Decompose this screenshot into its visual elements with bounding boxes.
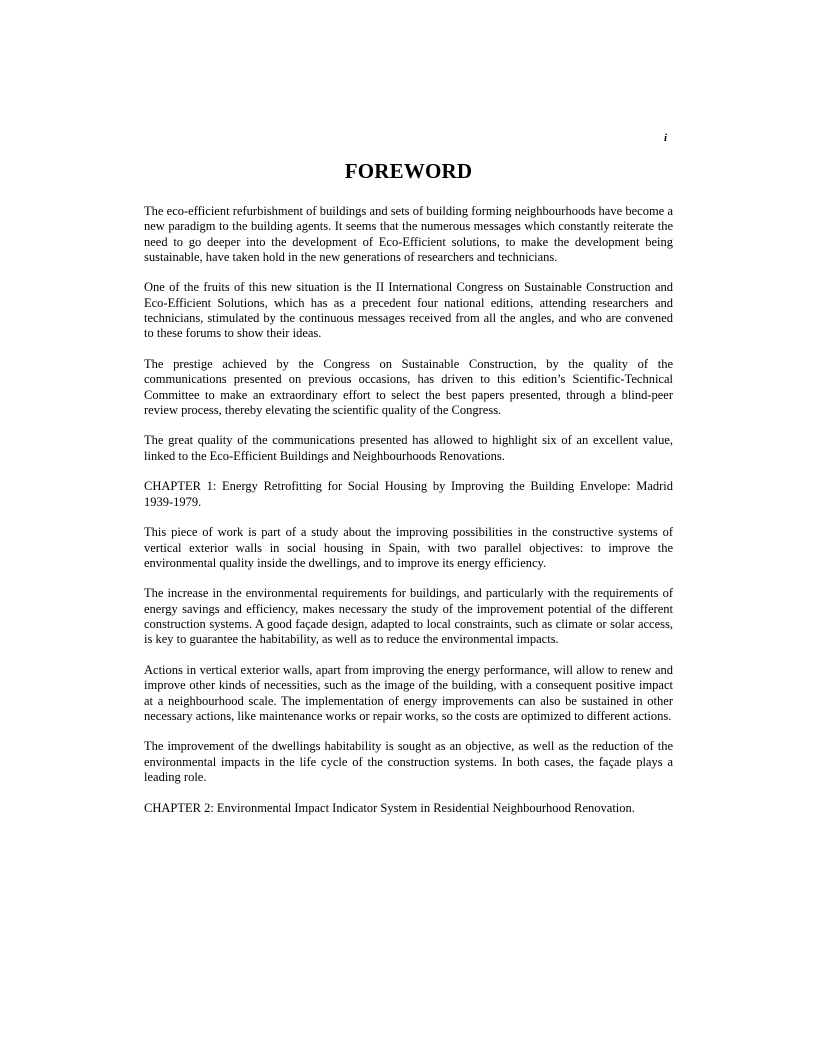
paragraph-prestige: The prestige achieved by the Congress on Sustainable Construction, by the quality of the communications presented on previous occasions, has driven to this edition’s Scientific-Technical Committee to make an extraordinary effort to select the best papers presented, through a blind-peer review process, thereby elevating the scientific quality of the Congress.: [144, 356, 673, 417]
paragraph-chapter-1-habitability: The improvement of the dwellings habitability is sought as an objective, as well as the reduction of the environmental impacts in the life cycle of the construction systems. In both cases, the façade plays a leading role.: [144, 739, 673, 784]
chapter-1-heading: CHAPTER 1: Energy Retrofitting for Social Housing by Improving the Building Envelope: Madrid 1939-1979.: [144, 479, 673, 509]
chapter-2-heading: CHAPTER 2: Environmental Impact Indicator System in Residential Neighbourhood Renovation.: [144, 800, 635, 815]
foreword-body: [144, 204, 673, 831]
paragraph-quality: The great quality of the communications presented has allowed to highlight six of an excellent value, linked to the Eco-Efficient Buildings and Neighbourhoods Renovations.: [144, 433, 673, 463]
paragraph-intro: The eco-efficient refurbishment of buildings and sets of building forming neighbourhoods have become a new paradigm to the building agents. It seems that the numerous messages which constantly reiterate the need to go deeper into the development of Eco-Efficient solutions, to make the development being sustainable, have taken hold in the new generations of researchers and technicians.: [144, 204, 673, 264]
paragraph-chapter-1-actions: Actions in vertical exterior walls, apart from improving the energy performance, will allow to renew and improve other kinds of necessities, such as the image of the building, with a consequent positive impact at a neighbourhood scale. The implementation of energy improvements can also be sustained in other necessary actions, like maintenance works or repair works, so the costs are optimized to different actions.: [144, 662, 673, 723]
page-title: FOREWORD: [344, 159, 473, 183]
paragraph-chapter-1-requirements: The increase in the environmental requirements for buildings, and particularly with the requirements of energy savings and efficiency, makes necessary the study of the improvement potential of the different construction systems. A good façade design, adapted to local constraints, such as climate or solar access, is key to guarantee the habitability, as well as to reduce the environmental impacts.: [144, 586, 673, 647]
paragraph-congress: One of the fruits of this new situation is the II International Congress on Sustainable Construction and Eco-Efficient Solutions, which has as a precedent four national editions, attending researchers and technicians, stimulated by the continuous messages received from all the angles, and who are convened to these forums to show their ideas.: [144, 280, 673, 341]
paragraph-chapter-1-study: This piece of work is part of a study about the improving possibilities in the constructive systems of vertical exterior walls in social housing in Spain, with two parallel objectives: to improve the environmental quality inside the dwellings, and to improve its energy efficiency.: [144, 525, 673, 570]
page-number: i: [664, 132, 668, 144]
